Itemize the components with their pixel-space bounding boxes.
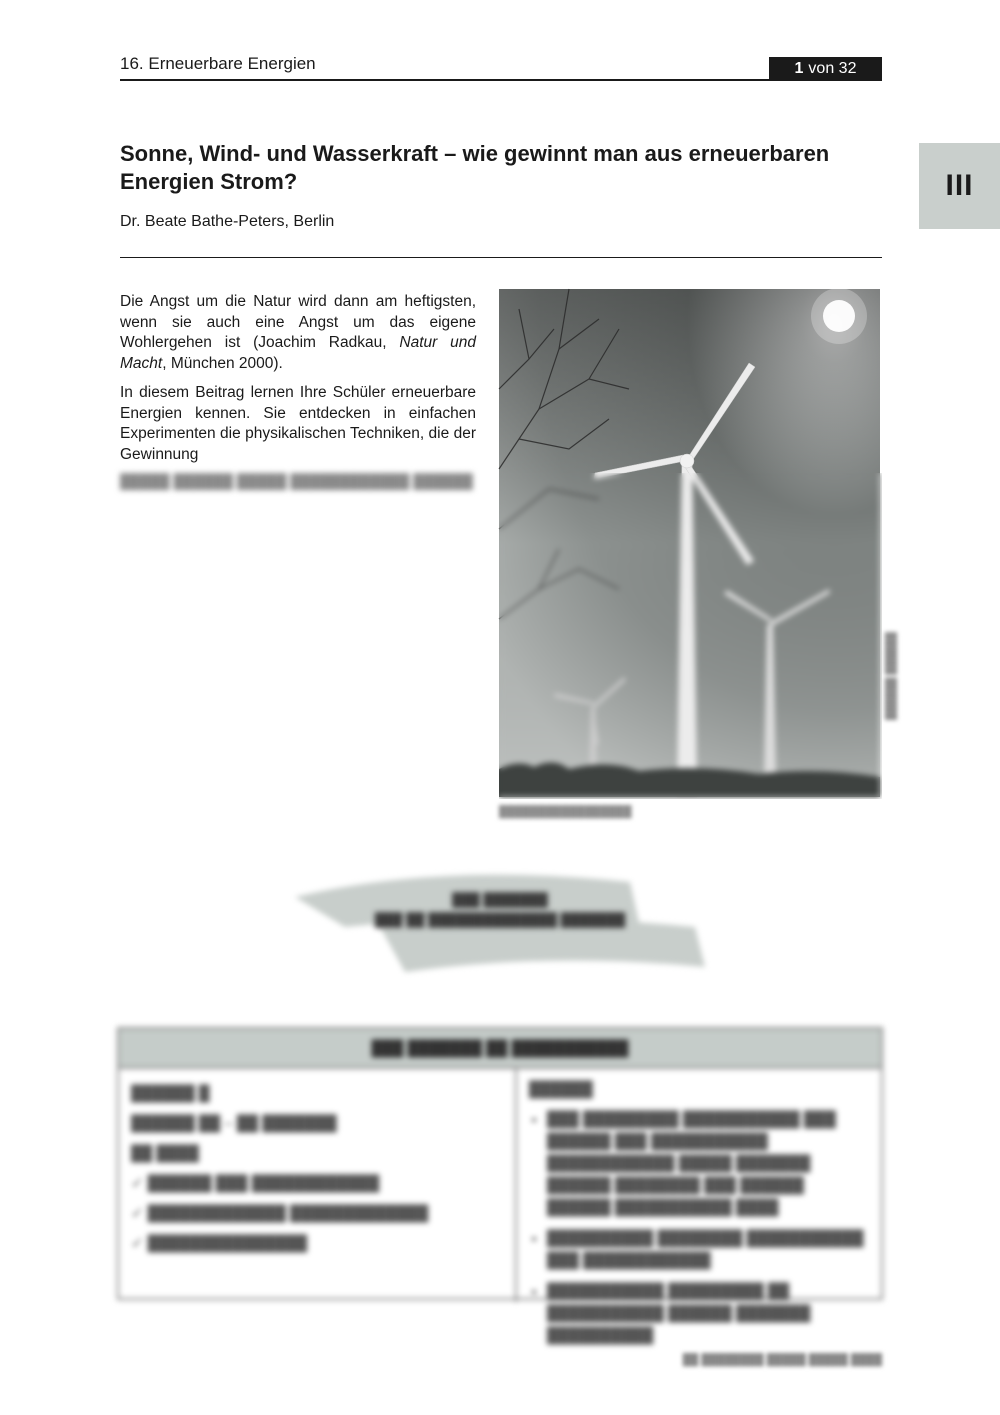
overview-box [117, 1027, 883, 1344]
overview-left-column: ██████ █ ██████ ██ – ██ ███████ ██ ████ ✓ ██████ ███ ████████████ ✓ █████████████ █████████████ ✓ ███████████████ [119, 1069, 517, 1302]
overview-body [119, 1069, 881, 1344]
overview-header: ███ ███████ ██ ███████████ [119, 1029, 881, 1069]
photo-blur-overlay [499, 473, 882, 799]
header-divider [120, 79, 882, 81]
overview-right-column: ██████ • ███ █████████ ███████████ ███ ██████ ███ ███████████ ████████████ █████ ███████ ██████ ████████ ███ ██████ ██████ ███████████ ████ • ██████████ ████████ ███████████ ███ ████████████ • ███████████ █████████ ██ ███████████ ██████ ███████ ██████████ [517, 1069, 881, 1302]
footer-copyright: ██ ████████ █████ █████ ████ [682, 1354, 882, 1366]
chapter-tab: III [919, 143, 1000, 229]
intro-paragraph: In diesem Beitrag lernen Ihre Schüler erneuerbare Energien kennen. Sie entdecken in einfachen Experimenten die physikalischen Techniken, die der Gewinnung [120, 384, 476, 463]
title-divider [120, 257, 882, 258]
page-current: 1 [794, 59, 804, 77]
article-author: Dr. Beate Bathe-Peters, Berlin [120, 213, 335, 230]
ribbon-text: ███ ███████ ███ ██ ██████████████ ███████ [374, 892, 626, 927]
intro-text [120, 292, 476, 474]
quote-text: Die Angst um die Natur wird dann am heftigsten, wenn sie auch eine Angst um das eigene Wohlergehen ist (Joachim Radkau, [120, 293, 476, 351]
photo-caption: █████████████████ [499, 806, 632, 818]
photo-credit: ██████ ██████ [886, 632, 897, 720]
section-title: 16. Erneuerbare Energien [120, 54, 316, 73]
quote-book-title: Natur und Macht [120, 334, 476, 372]
article-title: Sonne, Wind- und Wasserkraft – wie gewinnt man aus erneuerbaren Energien Strom? [120, 141, 830, 194]
page-indicator [769, 57, 882, 80]
intro-quote [120, 292, 476, 374]
blurred-text-line: █████ ██████ █████ ████████████ ██████ [120, 473, 473, 489]
page-total: von 32 [808, 59, 857, 77]
quote-text-end: , München 2000). [162, 354, 283, 372]
